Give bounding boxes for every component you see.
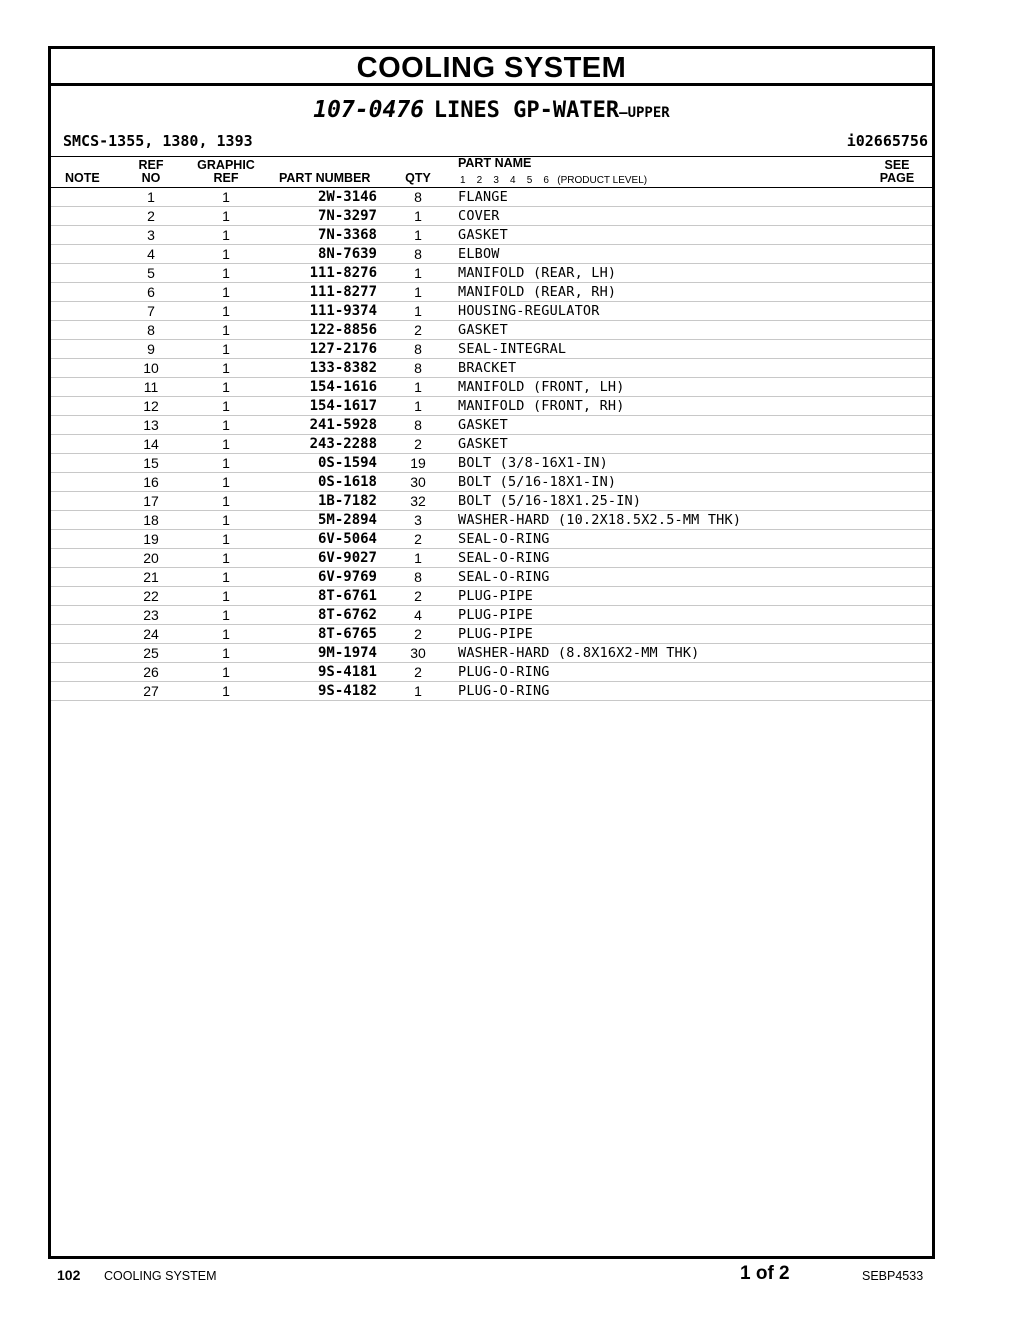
group-part-number: 107-0476 [313,97,425,123]
graphic-ref-cell: 1 [222,569,230,585]
part-name-cell: PLUG-O-RING [458,664,550,680]
part-number-cell: 122-8856 [309,322,377,338]
graphic-ref-cell: 1 [222,417,230,433]
qty-cell: 30 [410,474,426,490]
table-row [51,359,932,378]
part-name-cell: SEAL-INTEGRAL [458,341,567,357]
part-number-cell: 111-8277 [309,284,377,300]
graphic-ref-cell: 1 [222,455,230,471]
table-row [51,644,932,663]
graphic-ref-cell: 1 [222,436,230,452]
graphic-ref-cell: 1 [222,303,230,319]
table-row [51,587,932,606]
part-number-cell: 9M-1974 [317,645,377,661]
graphic-ref-cell: 1 [222,683,230,699]
qty-cell: 8 [414,569,422,585]
header-ref-top: REF [138,158,164,172]
table-row [51,397,932,416]
ref-no-cell: 18 [143,512,159,528]
footer-page-of: 1 of 2 [740,1263,790,1284]
qty-cell: 1 [414,683,422,699]
ref-no-cell: 13 [143,417,159,433]
table-row [51,625,932,644]
part-name-cell: WASHER-HARD (10.2X18.5X2.5-MM THK) [458,512,742,528]
header-note: NOTE [65,171,100,185]
part-name-cell: SEAL-O-RING [458,550,550,566]
qty-cell: 8 [414,417,422,433]
part-name-cell: ELBOW [458,246,500,262]
table-row [51,283,932,302]
part-number-cell: 8N-7639 [317,246,377,262]
part-number-cell: 1B-7182 [317,493,377,509]
qty-cell: 8 [414,189,422,205]
part-number-cell: 111-8276 [309,265,377,281]
graphic-ref-cell: 1 [222,531,230,547]
table-row [51,321,932,340]
part-name-cell: PLUG-PIPE [458,607,533,623]
table-row [51,226,932,245]
parts-table-body [51,188,932,701]
header-ref-bottom: NO [141,171,161,185]
ref-no-cell: 2 [147,208,155,224]
part-name-cell: COVER [458,208,500,224]
ref-no-cell: 16 [143,474,159,490]
graphic-ref-cell: 1 [222,607,230,623]
ref-no-cell: 17 [143,493,159,509]
ref-no-cell: 10 [143,360,159,376]
part-name-cell: GASKET [458,227,508,243]
part-name-cell: MANIFOLD (REAR, RH) [458,284,617,300]
ref-no-cell: 25 [143,645,159,661]
header-product-level: 1 2 3 4 5 6 (PRODUCT LEVEL) [460,175,648,186]
table-row [51,207,932,226]
qty-cell: 1 [414,265,422,281]
part-name-cell: PLUG-PIPE [458,588,533,604]
qty-cell: 30 [410,645,426,661]
part-number-cell: 127-2176 [309,341,377,357]
part-name-cell: MANIFOLD (REAR, LH) [458,265,617,281]
table-row [51,682,932,701]
footer-doc-id: SEBP4533 [862,1269,924,1283]
part-number-cell: 5M-2894 [317,512,377,528]
ref-no-cell: 1 [147,189,155,205]
table-row [51,340,932,359]
graphic-ref-cell: 1 [222,246,230,262]
table-row [51,416,932,435]
part-name-cell: MANIFOLD (FRONT, RH) [458,398,625,414]
qty-cell: 2 [414,436,422,452]
qty-cell: 32 [410,493,426,509]
table-row [51,435,932,454]
table-row [51,245,932,264]
part-number-cell: 0S-1594 [317,455,377,471]
part-number-cell: 9S-4181 [317,664,377,680]
table-row [51,568,932,587]
graphic-ref-cell: 1 [222,626,230,642]
qty-cell: 2 [414,588,422,604]
part-name-cell: BOLT (3/8-16X1-IN) [458,455,608,471]
header-part-number: PART NUMBER [279,171,371,185]
part-number-cell: 7N-3368 [317,227,377,243]
part-number-cell: 111-9374 [309,303,377,319]
qty-cell: 3 [414,512,422,528]
ref-no-cell: 9 [147,341,155,357]
ref-no-cell: 20 [143,550,159,566]
part-name-cell: BRACKET [458,360,517,376]
qty-cell: 8 [414,360,422,376]
ref-no-cell: 22 [143,588,159,604]
smcs-codes: SMCS-1355, 1380, 1393 [63,132,253,150]
footer-section: COOLING SYSTEM [104,1269,217,1283]
table-row [51,302,932,321]
part-name-cell: WASHER-HARD (8.8X16X2-MM THK) [458,645,700,661]
table-row [51,530,932,549]
graphic-ref-cell: 1 [222,493,230,509]
table-row [51,264,932,283]
table-row [51,606,932,625]
qty-cell: 2 [414,664,422,680]
group-title [51,96,932,124]
ref-no-cell: 26 [143,664,159,680]
graphic-ref-cell: 1 [222,588,230,604]
qty-cell: 1 [414,208,422,224]
graphic-ref-cell: 1 [222,379,230,395]
part-number-cell: 7N-3297 [317,208,377,224]
qty-cell: 1 [414,550,422,566]
part-number-cell: 8T-6761 [317,588,377,604]
table-row [51,188,932,207]
graphic-ref-cell: 1 [222,398,230,414]
ref-no-cell: 11 [143,379,159,395]
ref-no-cell: 14 [143,436,159,452]
table-row [51,454,932,473]
part-number-cell: 6V-9769 [317,569,377,585]
ref-no-cell: 3 [147,227,155,243]
part-name-cell: PLUG-PIPE [458,626,533,642]
ref-no-cell: 7 [147,303,155,319]
graphic-ref-cell: 1 [222,341,230,357]
part-number-cell: 8T-6762 [317,607,377,623]
part-name-cell: BOLT (5/16-18X1.25-IN) [458,493,642,509]
ref-no-cell: 15 [143,455,159,471]
footer-page-number: 102 [57,1267,81,1283]
section-title: COOLING SYSTEM [51,49,932,86]
part-name-cell: SEAL-O-RING [458,569,550,585]
graphic-ref-cell: 1 [222,322,230,338]
part-number-cell: 241-5928 [309,417,377,433]
ref-no-cell: 4 [147,246,155,262]
part-name-cell: HOUSING-REGULATOR [458,303,600,319]
qty-cell: 8 [414,341,422,357]
graphic-ref-cell: 1 [222,474,230,490]
qty-cell: 1 [414,284,422,300]
page-footer [0,1263,1020,1287]
table-row [51,511,932,530]
graphic-ref-cell: 1 [222,645,230,661]
ref-no-cell: 5 [147,265,155,281]
illustration-id: i02665756 [846,132,928,150]
ref-no-cell: 19 [143,531,159,547]
ref-no-cell: 8 [147,322,155,338]
graphic-ref-cell: 1 [222,189,230,205]
ref-no-cell: 27 [143,683,159,699]
table-header [51,156,932,188]
graphic-ref-cell: 1 [222,208,230,224]
table-row [51,492,932,511]
header-graphic-bottom: REF [213,171,239,185]
ref-no-cell: 24 [143,626,159,642]
ref-no-cell: 23 [143,607,159,623]
part-number-cell: 0S-1618 [317,474,377,490]
header-see-top: SEE [884,158,910,172]
table-row [51,378,932,397]
table-row [51,663,932,682]
graphic-ref-cell: 1 [222,664,230,680]
qty-cell: 2 [414,322,422,338]
header-part-name: PART NAME [458,156,532,170]
parts-page-frame [48,46,935,1259]
ref-no-cell: 6 [147,284,155,300]
part-name-cell: GASKET [458,417,508,433]
part-name-cell: PLUG-O-RING [458,683,550,699]
part-number-cell: 154-1617 [309,398,377,414]
part-name-cell: SEAL-O-RING [458,531,550,547]
qty-cell: 2 [414,626,422,642]
header-see-bottom: PAGE [879,171,915,185]
qty-cell: 4 [414,607,422,623]
part-number-cell: 9S-4182 [317,683,377,699]
part-number-cell: 154-1616 [309,379,377,395]
part-number-cell: 243-2288 [309,436,377,452]
part-name-cell: GASKET [458,436,508,452]
part-number-cell: 2W-3146 [317,189,377,205]
part-name-cell: BOLT (5/16-18X1-IN) [458,474,617,490]
part-number-cell: 133-8382 [309,360,377,376]
qty-cell: 19 [410,455,426,471]
table-row [51,549,932,568]
ref-no-cell: 12 [143,398,159,414]
graphic-ref-cell: 1 [222,227,230,243]
graphic-ref-cell: 1 [222,512,230,528]
part-number-cell: 8T-6765 [317,626,377,642]
part-number-cell: 6V-5064 [317,531,377,547]
smcs-line [51,130,932,152]
part-number-cell: 6V-9027 [317,550,377,566]
part-name-cell: FLANGE [458,189,508,205]
header-qty: QTY [405,171,431,185]
graphic-ref-cell: 1 [222,360,230,376]
graphic-ref-cell: 1 [222,265,230,281]
group-qualifier: —UPPER [619,105,670,121]
qty-cell: 2 [414,531,422,547]
group-name: LINES GP-WATER [433,98,620,123]
ref-no-cell: 21 [143,569,159,585]
header-graphic-top: GRAPHIC [197,158,255,172]
qty-cell: 8 [414,246,422,262]
part-name-cell: GASKET [458,322,508,338]
graphic-ref-cell: 1 [222,550,230,566]
graphic-ref-cell: 1 [222,284,230,300]
part-name-cell: MANIFOLD (FRONT, LH) [458,379,625,395]
qty-cell: 1 [414,379,422,395]
qty-cell: 1 [414,227,422,243]
table-row [51,473,932,492]
qty-cell: 1 [414,303,422,319]
qty-cell: 1 [414,398,422,414]
